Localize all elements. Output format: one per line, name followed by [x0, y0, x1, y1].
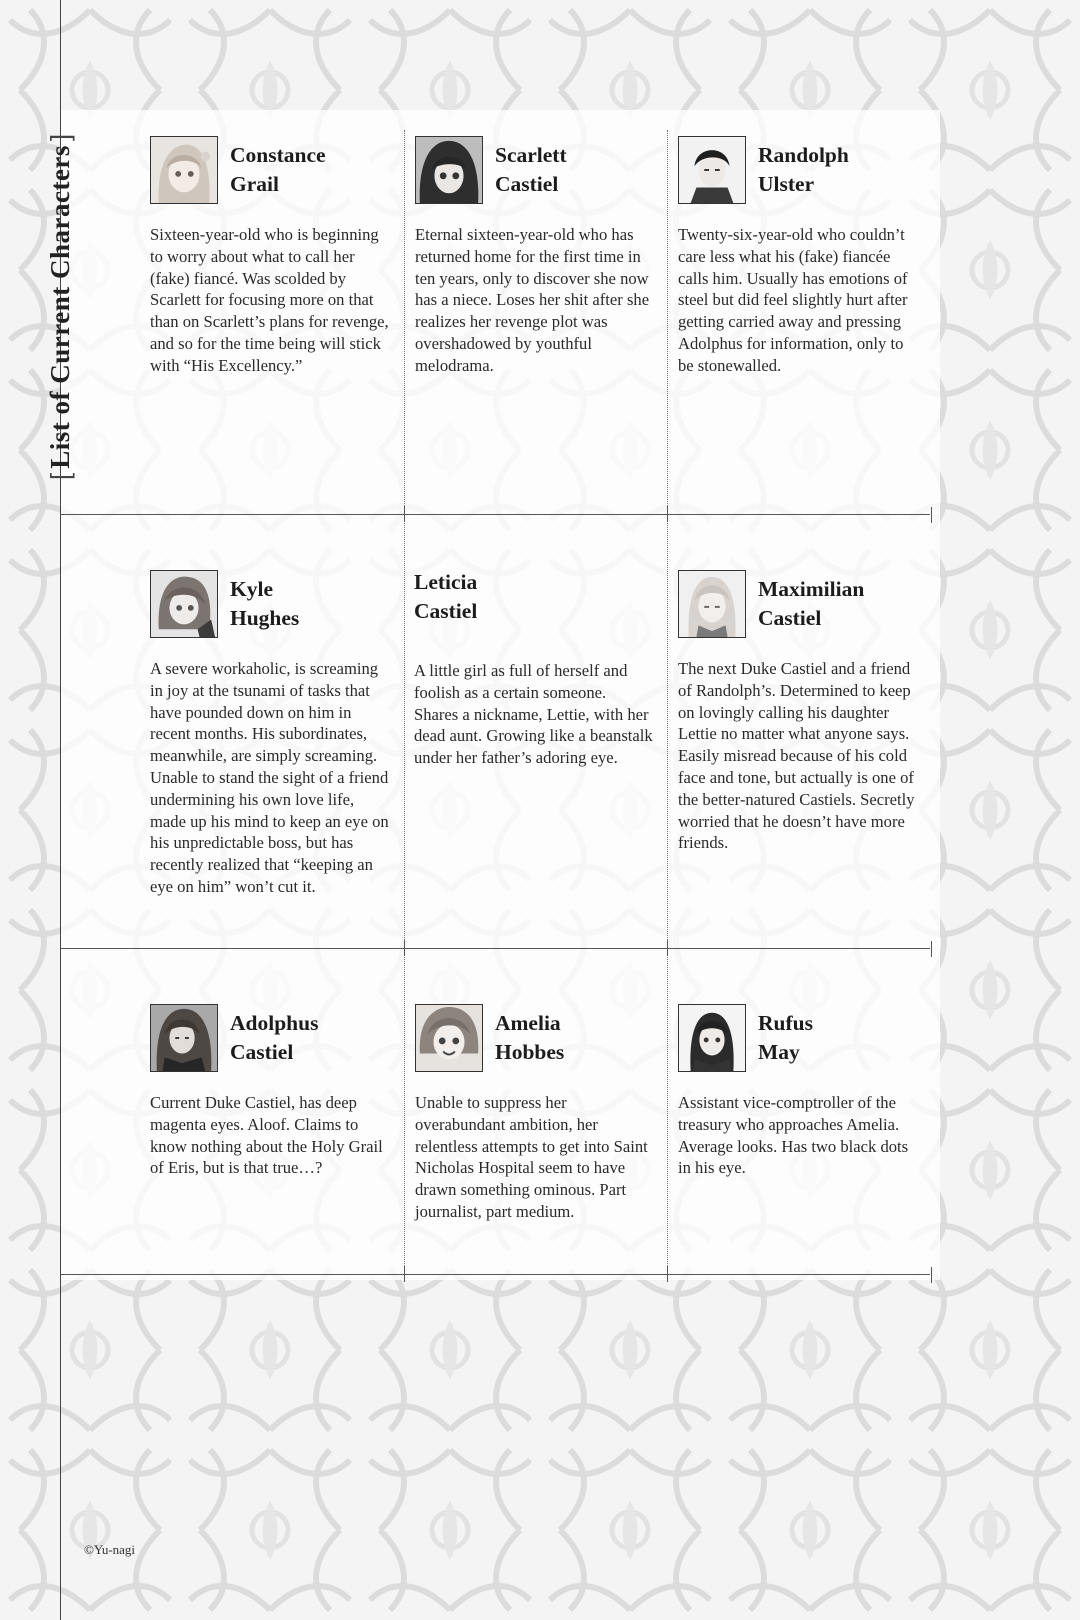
character-card-amelia	[415, 1002, 655, 1223]
character-last-name: Castiel	[495, 172, 559, 196]
character-last-name: Castiel	[230, 1040, 294, 1064]
character-first-name: Scarlett	[495, 143, 567, 167]
character-last-name: Castiel	[758, 606, 822, 630]
character-card-randolph	[678, 134, 918, 377]
column-divider	[667, 948, 668, 1274]
character-description: Eternal sixteen-year-old who has returned home for the first time in ten years, only to discover she now has a niece. Loses her shit after she realizes her revenge plot was overshadowed by youthful melodrama.	[415, 225, 650, 375]
character-description: Assistant vice-comptroller of the treasury who approaches Amelia. Average looks. Has two black dots in his eye.	[678, 1093, 909, 1178]
character-first-name: Rufus	[758, 1011, 813, 1035]
maximilian-portrait	[678, 570, 746, 638]
character-first-name: Randolph	[758, 143, 849, 167]
title-text: List of Current Characters	[44, 145, 75, 469]
character-description: A severe workaholic, is screaming in joy at the tsunami of tasks that have pounded down on him in recent months. His subordinates, meanwhile, are simply screaming. Unable to stand the sight of a friend undermining his own love life, made up his mind to keep an eye on his unpredictable boss, but has recently realized that “keeping an eye on him” won’t cut it.	[150, 659, 389, 896]
character-description: Twenty-six-year-old who couldn’t care less what his (fake) fiancée calls him. Usually has emotions of steel but did feel slightly hurt after getting carried away and pressing Adolphus for information, only to be stonewalled.	[678, 225, 908, 375]
column-divider	[667, 130, 668, 514]
character-card-rufus	[678, 1002, 918, 1179]
title-bracket-right: ]	[44, 133, 75, 142]
column-divider	[404, 130, 405, 514]
character-description: Current Duke Castiel, has deep magenta eyes. Aloof. Claims to know nothing about the Holy Grail of Eris, but is that true…?	[150, 1093, 383, 1178]
character-last-name: Grail	[230, 172, 279, 196]
character-description: Unable to suppress her overabundant ambition, her relentless attempts to get into Saint Nicholas Hospital seem to have drawn something ominous. Part journalist, part medium.	[415, 1093, 648, 1221]
tick	[667, 940, 668, 956]
character-first-name: Amelia	[495, 1011, 561, 1035]
character-first-name: Maximilian	[758, 577, 865, 601]
amelia-portrait	[415, 1004, 483, 1072]
scarlett-portrait	[415, 136, 483, 204]
row-divider	[60, 1274, 930, 1275]
constance-portrait	[150, 136, 218, 204]
kyle-portrait	[150, 570, 218, 638]
character-description: Sixteen-year-old who is beginning to worry about what to call her (fake) fiancé. Was scolded by Scarlett for focusing more on that than on Scarlett’s plans for revenge, and so for the time being will stick with “His Excellency.”	[150, 225, 389, 375]
character-first-name: Constance	[230, 143, 326, 167]
character-last-name: Hughes	[230, 606, 300, 630]
character-description: A little girl as full of herself and foolish as a certain someone. Shares a nickname, Lettie, with her dead aunt. Growing like a beanstalk under her father’s adoring eye.	[414, 661, 653, 768]
rufus-portrait	[678, 1004, 746, 1072]
character-description: The next Duke Castiel and a friend of Randolph’s. Determined to keep on lovingly calling his daughter Lettie no matter what anyone says. Easily misread because of his cold face and tone, but actually is one of the better-natured Castiels. Secretly worried that he doesn’t have more friends.	[678, 659, 915, 853]
tick	[404, 506, 405, 522]
character-first-name: Adolphus	[230, 1011, 319, 1035]
character-last-name: Castiel	[414, 599, 478, 623]
column-divider	[667, 514, 668, 948]
character-card-scarlett	[415, 134, 655, 377]
character-card-leticia	[414, 568, 654, 769]
character-last-name: May	[758, 1040, 800, 1064]
character-card-maximilian	[678, 568, 918, 854]
character-card-kyle	[150, 568, 390, 898]
character-last-name: Hobbes	[495, 1040, 565, 1064]
adolphus-portrait	[150, 1004, 218, 1072]
character-first-name: Leticia	[414, 570, 478, 594]
tick	[404, 1266, 405, 1282]
randolph-portrait	[678, 136, 746, 204]
column-divider	[404, 948, 405, 1274]
column-divider	[404, 514, 405, 948]
page-title	[42, 60, 78, 480]
tick	[667, 506, 668, 522]
tick	[667, 1266, 668, 1282]
character-first-name: Kyle	[230, 577, 273, 601]
tick	[404, 940, 405, 956]
copyright-notice: ©Yu-nagi	[84, 1542, 136, 1557]
character-card-constance	[150, 134, 390, 377]
row-divider	[60, 514, 930, 515]
character-card-adolphus	[150, 1002, 390, 1179]
character-last-name: Ulster	[758, 172, 815, 196]
row-divider	[60, 948, 930, 949]
title-bracket-left: [	[44, 472, 75, 480]
